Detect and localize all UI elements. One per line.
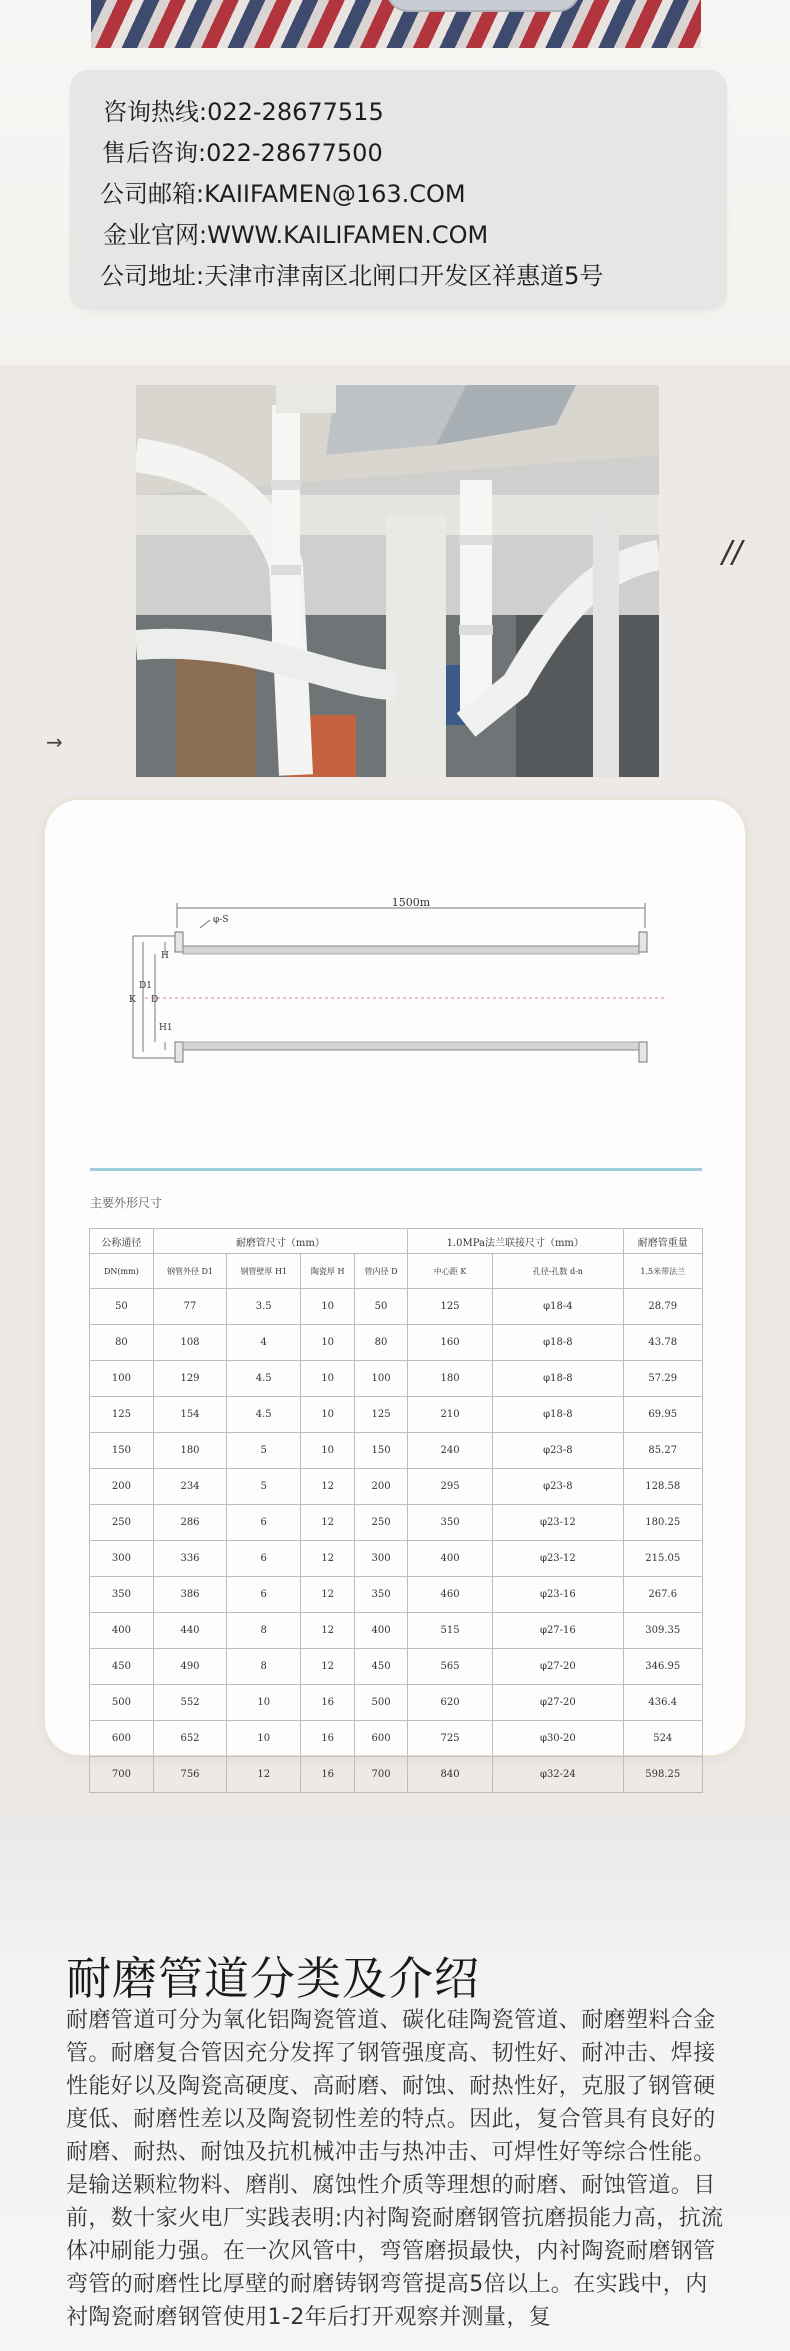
- table-cell: 108: [153, 1325, 226, 1361]
- table-cell: 180.25: [623, 1505, 703, 1541]
- table-cell: 125: [355, 1397, 408, 1433]
- table-cell: 336: [153, 1541, 226, 1577]
- table-cell: 210: [407, 1397, 492, 1433]
- table-cell: 400: [407, 1541, 492, 1577]
- table-cell: 10: [301, 1397, 355, 1433]
- table-cell: 552: [153, 1685, 226, 1721]
- table-cell: 350: [355, 1577, 408, 1613]
- contact-website: 金业官网:WWW.KAILIFAMEN.COM: [103, 221, 489, 249]
- subheader-cell: 管内径 D: [355, 1254, 408, 1289]
- table-cell: 300: [355, 1541, 408, 1577]
- table-cell: 80: [355, 1325, 408, 1361]
- table-cell: 16: [301, 1757, 355, 1793]
- table-cell: 386: [153, 1577, 226, 1613]
- table-cell: 10: [301, 1289, 355, 1325]
- table-cell: 215.05: [623, 1541, 703, 1577]
- table-row: [90, 1721, 703, 1757]
- table-cell: φ18-8: [493, 1397, 623, 1433]
- table-cell: 85.27: [623, 1433, 703, 1469]
- table-cell: 500: [355, 1685, 408, 1721]
- subheader-cell: 孔径-孔数 d-n: [493, 1254, 623, 1289]
- table-cell: 725: [407, 1721, 492, 1757]
- table-cell: 125: [90, 1397, 154, 1433]
- table-row: [90, 1685, 703, 1721]
- table-cell: 286: [153, 1505, 226, 1541]
- table-row: [90, 1541, 703, 1577]
- table-row: [90, 1613, 703, 1649]
- table-cell: 150: [90, 1433, 154, 1469]
- table-cell: 12: [301, 1505, 355, 1541]
- table-cell: 515: [407, 1613, 492, 1649]
- table-row: [90, 1505, 703, 1541]
- table-cell: 600: [355, 1721, 408, 1757]
- table-cell: 436.4: [623, 1685, 703, 1721]
- table-cell: 300: [90, 1541, 154, 1577]
- table-cell: 154: [153, 1397, 226, 1433]
- pipe-installation-photo: [136, 385, 659, 777]
- table-cell: 128.58: [623, 1469, 703, 1505]
- table-cell: 10: [227, 1721, 301, 1757]
- header-nominal: 公称通径: [90, 1229, 154, 1254]
- table-row: [90, 1397, 703, 1433]
- subheader-cell: 中心距 K: [407, 1254, 492, 1289]
- table-cell: 28.79: [623, 1289, 703, 1325]
- table-subheader-row: [90, 1254, 703, 1289]
- drawing-phi-label: φ-S: [213, 915, 229, 925]
- table-cell: 10: [301, 1433, 355, 1469]
- subheader-cell: 钢管外径 D1: [153, 1254, 226, 1289]
- table-cell: 16: [301, 1685, 355, 1721]
- table-cell: 77: [153, 1289, 226, 1325]
- table-cell: 400: [90, 1613, 154, 1649]
- table-cell: 598.25: [623, 1757, 703, 1793]
- header-pipe: 耐磨管尺寸（mm）: [153, 1229, 407, 1254]
- table-cell: 8: [227, 1613, 301, 1649]
- table-cell: 295: [407, 1469, 492, 1505]
- table-cell: 125: [407, 1289, 492, 1325]
- contact-address: 公司地址:天津市津南区北闸口开发区祥惠道5号: [100, 262, 604, 290]
- table-cell: 346.95: [623, 1649, 703, 1685]
- table-cell: 129: [153, 1361, 226, 1397]
- section-divider: [90, 1168, 702, 1171]
- drawing-label-h1: H1: [159, 1023, 173, 1033]
- table-cell: 6: [227, 1541, 301, 1577]
- table-cell: 6: [227, 1577, 301, 1613]
- drawing-length-label: 1500m: [391, 898, 431, 909]
- table-row: [90, 1577, 703, 1613]
- table-cell: 80: [90, 1325, 154, 1361]
- table-cell: φ27-20: [493, 1685, 623, 1721]
- pipe-dimension-drawing: [125, 898, 685, 1068]
- drawing-label-d1: D1: [139, 981, 152, 991]
- table-cell: 4: [227, 1325, 301, 1361]
- contact-email: 公司邮箱:KAIIFAMEN@163.COM: [100, 180, 466, 208]
- table-cell: 700: [355, 1757, 408, 1793]
- table-cell: 16: [301, 1721, 355, 1757]
- table-cell: 12: [301, 1577, 355, 1613]
- table-cell: 160: [407, 1325, 492, 1361]
- drawing-label-d: D: [151, 995, 159, 1005]
- article-section: [0, 1812, 790, 2351]
- banner-image-strip: [91, 0, 701, 48]
- contact-hotline: 咨询热线:022-28677515: [103, 98, 384, 126]
- table-row: [90, 1757, 703, 1793]
- contact-card: [70, 70, 727, 310]
- table-cell: 350: [407, 1505, 492, 1541]
- table-cell: 180: [407, 1361, 492, 1397]
- subheader-cell: 1.5米带法兰: [623, 1254, 703, 1289]
- subheader-cell: 钢管壁厚 H1: [227, 1254, 301, 1289]
- table-cell: 200: [355, 1469, 408, 1505]
- table-cell: 234: [153, 1469, 226, 1505]
- table-cell: φ23-12: [493, 1505, 623, 1541]
- table-cell: 50: [90, 1289, 154, 1325]
- table-cell: φ27-20: [493, 1649, 623, 1685]
- spec-table-body: [90, 1289, 703, 1793]
- table-cell: φ18-4: [493, 1289, 623, 1325]
- table-cell: φ18-8: [493, 1325, 623, 1361]
- table-cell: 100: [90, 1361, 154, 1397]
- table-cell: 50: [355, 1289, 408, 1325]
- table-cell: φ23-8: [493, 1433, 623, 1469]
- pipe-photo-section: [0, 365, 790, 800]
- table-cell: 6: [227, 1505, 301, 1541]
- table-row: [90, 1433, 703, 1469]
- table-row: [90, 1361, 703, 1397]
- table-row: [90, 1289, 703, 1325]
- table-cell: 840: [407, 1757, 492, 1793]
- table-cell: φ23-16: [493, 1577, 623, 1613]
- table-cell: 652: [153, 1721, 226, 1757]
- table-cell: 12: [301, 1469, 355, 1505]
- pipe-photo-illustration: [136, 385, 659, 777]
- table-cell: φ30-20: [493, 1721, 623, 1757]
- table-cell: 4.5: [227, 1397, 301, 1433]
- table-cell: 500: [90, 1685, 154, 1721]
- table-cell: 100: [355, 1361, 408, 1397]
- table-cell: 12: [227, 1757, 301, 1793]
- banner-dish-shape: [386, 0, 580, 12]
- table-cell: φ23-8: [493, 1469, 623, 1505]
- table-cell: 5: [227, 1433, 301, 1469]
- contact-section: [0, 0, 790, 365]
- table-row: [90, 1469, 703, 1505]
- table-cell: 400: [355, 1613, 408, 1649]
- table-cell: φ23-12: [493, 1541, 623, 1577]
- spec-section: [0, 800, 790, 1812]
- table-cell: 756: [153, 1757, 226, 1793]
- table-cell: 240: [407, 1433, 492, 1469]
- table-cell: 5: [227, 1469, 301, 1505]
- table-cell: 10: [301, 1325, 355, 1361]
- table-row: [90, 1649, 703, 1685]
- table-header-row: [90, 1229, 703, 1254]
- table-cell: 8: [227, 1649, 301, 1685]
- table-cell: 350: [90, 1577, 154, 1613]
- article-title: 耐磨管道分类及介绍: [66, 1952, 481, 2005]
- table-cell: 12: [301, 1613, 355, 1649]
- arrow-decoration: →: [46, 730, 63, 754]
- subheader-cell: 陶瓷厚 H: [301, 1254, 355, 1289]
- table-cell: 4.5: [227, 1361, 301, 1397]
- table-cell: 460: [407, 1577, 492, 1613]
- table-cell: 150: [355, 1433, 408, 1469]
- table-cell: 490: [153, 1649, 226, 1685]
- header-weight: 耐磨管重量: [623, 1229, 703, 1254]
- table-cell: 524: [623, 1721, 703, 1757]
- header-flange: 1.0MPa法兰联接尺寸（mm）: [407, 1229, 623, 1254]
- table-caption: 主要外形尺寸: [90, 1196, 163, 1210]
- table-cell: 12: [301, 1649, 355, 1685]
- table-cell: 3.5: [227, 1289, 301, 1325]
- table-row: [90, 1325, 703, 1361]
- table-cell: 180: [153, 1433, 226, 1469]
- table-cell: 309.35: [623, 1613, 703, 1649]
- header-dn: DN(mm): [90, 1254, 154, 1289]
- table-cell: 43.78: [623, 1325, 703, 1361]
- table-cell: φ18-8: [493, 1361, 623, 1397]
- table-cell: 250: [90, 1505, 154, 1541]
- table-cell: 700: [90, 1757, 154, 1793]
- table-cell: 620: [407, 1685, 492, 1721]
- table-cell: 69.95: [623, 1397, 703, 1433]
- contact-after-sales: 售后咨询:022-28677500: [102, 139, 383, 167]
- table-cell: 10: [227, 1685, 301, 1721]
- table-cell: 450: [355, 1649, 408, 1685]
- table-cell: 200: [90, 1469, 154, 1505]
- table-cell: 267.6: [623, 1577, 703, 1613]
- table-cell: 10: [301, 1361, 355, 1397]
- table-cell: 565: [407, 1649, 492, 1685]
- slash-decoration: //: [722, 535, 743, 570]
- table-cell: 450: [90, 1649, 154, 1685]
- table-cell: 600: [90, 1721, 154, 1757]
- table-cell: φ27-16: [493, 1613, 623, 1649]
- table-cell: 250: [355, 1505, 408, 1541]
- drawing-label-k: K: [129, 995, 136, 1005]
- spec-card: [45, 800, 745, 1780]
- table-cell: 440: [153, 1613, 226, 1649]
- article-body: 耐磨管道可分为氧化铝陶瓷管道、碳化硅陶瓷管道、耐磨塑料合金管。耐磨复合管因充分发挥了钢管强度高、韧性好、耐冲击、焊接性能好以及陶瓷高硬度、高耐磨、耐蚀、耐热性好，克服了钢管硬度低、耐磨性差以及陶瓷韧性差的特点。因此，复合管具有良好的耐磨、耐热、耐蚀及抗机械冲击与热冲击、可焊性好等综合性能。是输送颗粒物料、磨削、腐蚀性介质等理想的耐磨、耐蚀管道。目前，数十家火电厂实践表明:内衬陶瓷耐磨钢管抗磨损能力高，抗流体冲刷能力强。在一次风管中，弯管磨损最快，内衬陶瓷耐磨钢管弯管的耐磨性比厚壁的耐磨铸钢弯管提高5倍以上。在实践中，内衬陶瓷耐磨钢管使用1-2年后打开观察并测量，复: [66, 2008, 724, 2330]
- drawing-label-h: H: [161, 951, 169, 961]
- table-cell: φ32-24: [493, 1757, 623, 1793]
- table-cell: 57.29: [623, 1361, 703, 1397]
- table-cell: 12: [301, 1541, 355, 1577]
- spec-table: [89, 1228, 703, 1793]
